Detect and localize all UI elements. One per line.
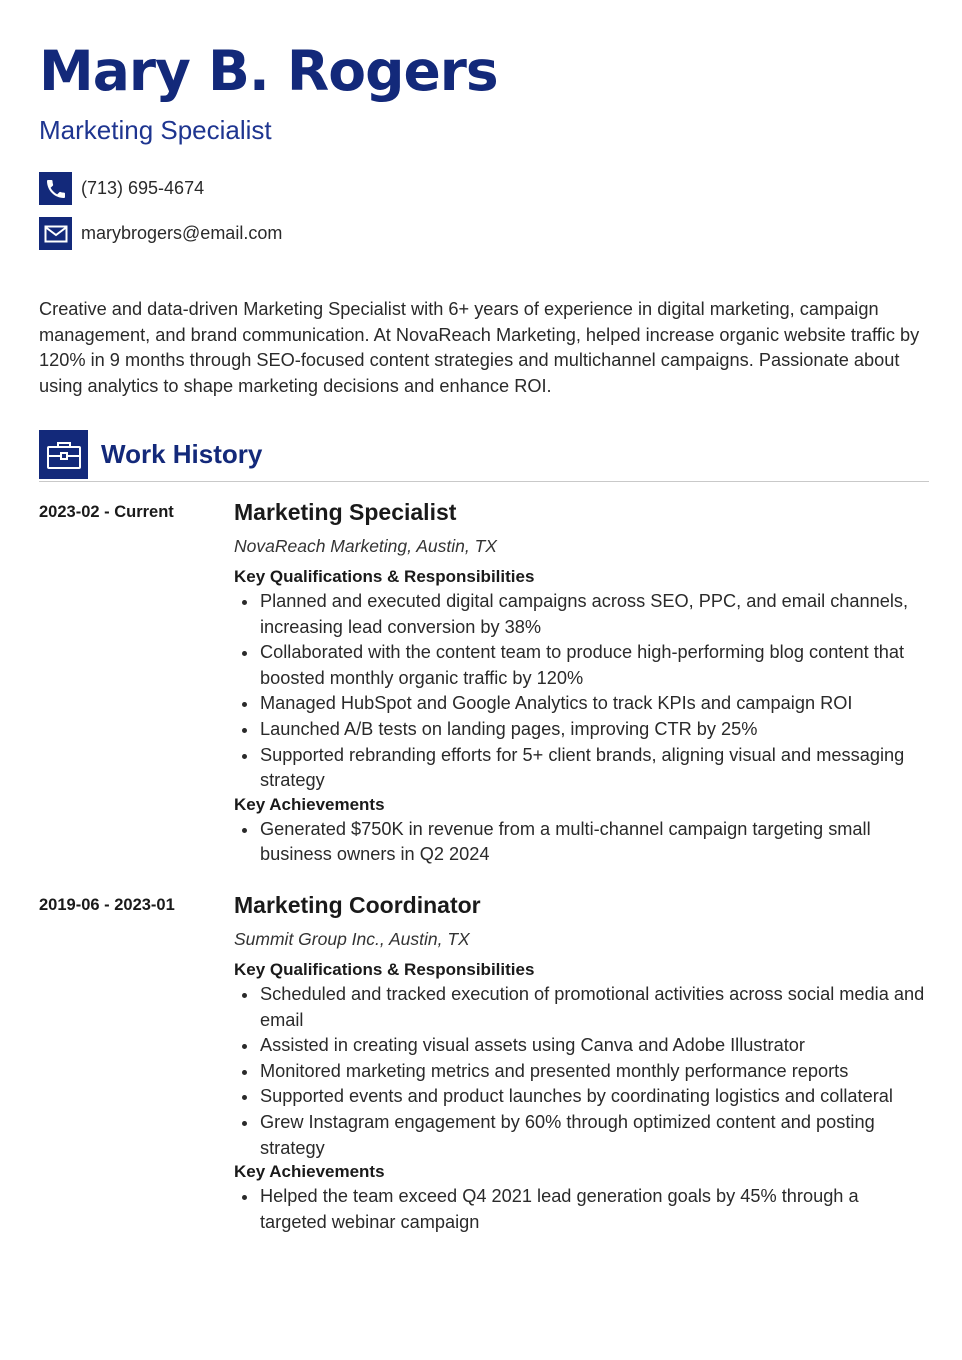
- list-item: Collaborated with the content team to produce high-performing blog content that boosted monthly organic traffic by 120%: [260, 640, 929, 691]
- professional-summary: Creative and data-driven Marketing Specialist with 6+ years of experience in digital marketing, campaign management, and brand communication. At NovaReach Marketing, helped increase organic website traffic by 120% in 9 months through SEO-focused content strategies and multichannel campaigns. Passionate about using analytics to shape marketing decisions and enhance ROI.: [39, 299, 920, 396]
- email-address: marybrogers@email.com: [81, 223, 283, 243]
- envelope-icon: [39, 217, 72, 250]
- job-body: [234, 891, 929, 1235]
- list-item: Supported events and product launches by coordinating logistics and collateral: [260, 1084, 929, 1110]
- job-company: NovaReach Marketing, Austin, TX: [234, 536, 497, 556]
- briefcase-icon: [39, 430, 88, 479]
- list-item: Supported rebranding efforts for 5+ client brands, aligning visual and messaging strategy: [260, 743, 929, 794]
- list-item: Scheduled and tracked execution of promotional activities across social media and email: [260, 982, 929, 1033]
- list-item: Assisted in creating visual assets using Canva and Adobe Illustrator: [260, 1033, 929, 1059]
- candidate-name: Mary B. Rogers: [39, 39, 498, 103]
- work-history-header: [39, 430, 262, 479]
- list-item: Launched A/B tests on landing pages, improving CTR by 25%: [260, 717, 929, 743]
- achievements-list: [234, 1184, 929, 1235]
- job-body: [234, 498, 929, 868]
- section-divider: [39, 481, 929, 482]
- list-item: Grew Instagram engagement by 60% through optimized content and posting strategy: [260, 1110, 929, 1161]
- list-item: Monitored marketing metrics and presented monthly performance reports: [260, 1059, 929, 1085]
- achievements-list: [234, 817, 929, 868]
- contact-email: [39, 217, 282, 250]
- job-company: Summit Group Inc., Austin, TX: [234, 929, 470, 949]
- list-item: Helped the team exceed Q4 2021 lead generation goals by 45% through a targeted webinar campaign: [260, 1184, 929, 1235]
- phone-number: (713) 695-4674: [81, 178, 205, 198]
- section-title: Work History: [101, 439, 263, 469]
- job-dates: 2019-06 - 2023-01: [39, 896, 175, 914]
- achievements-label: Key Achievements: [234, 794, 385, 814]
- qualifications-label: Key Qualifications & Responsibilities: [234, 567, 535, 586]
- list-item: Managed HubSpot and Google Analytics to track KPIs and campaign ROI: [260, 691, 929, 717]
- qualifications-list: [234, 589, 929, 794]
- qualifications-list: [234, 982, 929, 1161]
- list-item: Generated $750K in revenue from a multi-channel campaign targeting small business owners in Q2 2024: [260, 817, 929, 868]
- job-title: Marketing Specialist: [234, 499, 457, 525]
- phone-icon: [39, 172, 72, 205]
- candidate-role: Marketing Specialist: [39, 115, 272, 145]
- job-title: Marketing Coordinator: [234, 892, 481, 918]
- qualifications-label: Key Qualifications & Responsibilities: [234, 960, 535, 979]
- list-item: Planned and executed digital campaigns across SEO, PPC, and email channels, increasing lead conversion by 38%: [260, 589, 929, 640]
- achievements-label: Key Achievements: [234, 1162, 385, 1182]
- contact-phone: [39, 172, 204, 205]
- job-dates: 2023-02 - Current: [39, 503, 174, 521]
